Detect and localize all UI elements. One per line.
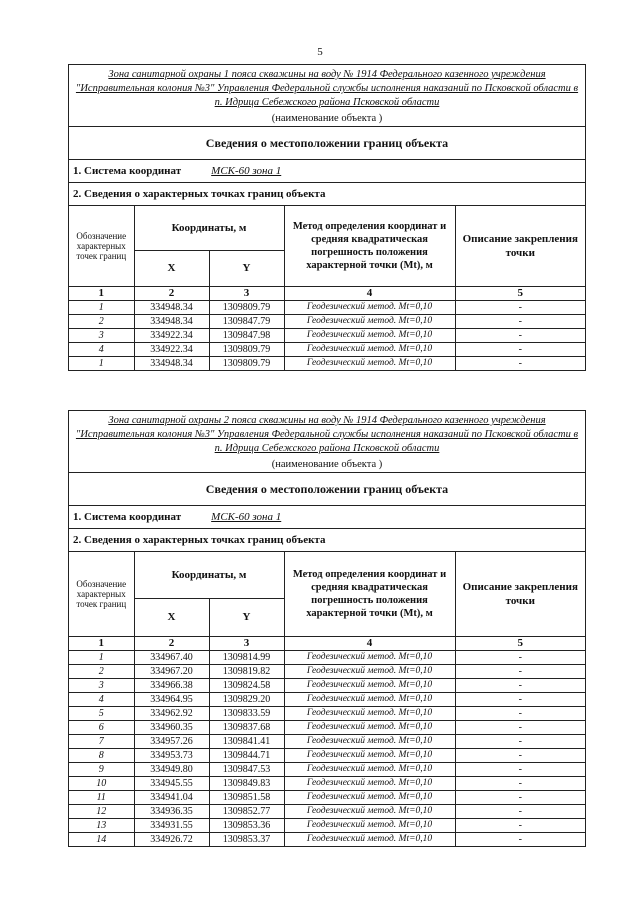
- desc-cell: -: [455, 314, 585, 328]
- method-cell: Геодезический метод. Mt=0,10: [284, 678, 455, 692]
- table-row: [69, 650, 585, 664]
- method-cell: Геодезический метод. Mt=0,10: [284, 734, 455, 748]
- point-id-cell: 12: [69, 804, 134, 818]
- table-row: [69, 356, 585, 370]
- table-row: [69, 300, 585, 314]
- x-cell: 334948.34: [134, 300, 209, 314]
- desc-cell: -: [455, 342, 585, 356]
- desc-cell: -: [455, 706, 585, 720]
- desc-cell: -: [455, 300, 585, 314]
- point-id-cell: 1: [69, 300, 134, 314]
- desc-cell: -: [455, 356, 585, 370]
- table-row: [69, 790, 585, 804]
- desc-cell: -: [455, 804, 585, 818]
- header-coords: Координаты, м: [134, 206, 284, 250]
- x-cell: 334931.55: [134, 818, 209, 832]
- y-cell: 1309852.77: [209, 804, 284, 818]
- object-name-cell: [69, 411, 585, 473]
- object-name: Зона санитарной охраны 1 пояса скважины на воду № 1914 Федерального казенного учреждения "Исправительная колония №3" Управления Федеральной службы исполнения наказаний по Псковской области в п. Идрица Себежского района Псковской области: [75, 69, 579, 108]
- header-x: X: [134, 250, 209, 286]
- point-id-cell: 4: [69, 342, 134, 356]
- x-cell: 334967.40: [134, 650, 209, 664]
- table-row: [69, 734, 585, 748]
- desc-cell: -: [455, 678, 585, 692]
- point-id-cell: 3: [69, 328, 134, 342]
- table-row: [69, 832, 585, 846]
- point-id-cell: 11: [69, 790, 134, 804]
- section-heading: Сведения о местоположении границ объекта: [69, 473, 585, 506]
- point-id-cell: 9: [69, 762, 134, 776]
- col-num: 3: [209, 636, 284, 650]
- coord-system-row: [69, 160, 585, 183]
- y-cell: 1309829.20: [209, 692, 284, 706]
- desc-cell: -: [455, 776, 585, 790]
- table-row: [69, 342, 585, 356]
- point-id-cell: 1: [69, 356, 134, 370]
- method-cell: Геодезический метод. Mt=0,10: [284, 650, 455, 664]
- header-y: Y: [209, 598, 284, 636]
- table-row: [69, 678, 585, 692]
- x-cell: 334966.38: [134, 678, 209, 692]
- point-id-cell: 4: [69, 692, 134, 706]
- method-cell: Геодезический метод. Mt=0,10: [284, 706, 455, 720]
- header-method: Метод определения координат и средняя квадратическая погрешность положения характерной точки (Mt), м: [284, 206, 455, 286]
- desc-cell: -: [455, 734, 585, 748]
- x-cell: 334962.92: [134, 706, 209, 720]
- y-cell: 1309833.59: [209, 706, 284, 720]
- method-cell: Геодезический метод. Mt=0,10: [284, 832, 455, 846]
- desc-cell: -: [455, 818, 585, 832]
- method-cell: Геодезический метод. Mt=0,10: [284, 692, 455, 706]
- col-num: 4: [284, 636, 455, 650]
- header-desc: Описание закрепления точки: [455, 206, 585, 286]
- x-cell: 334953.73: [134, 748, 209, 762]
- table-row: [69, 748, 585, 762]
- coord-system-value: МСК-60 зона 1: [211, 511, 282, 523]
- point-id-cell: 14: [69, 832, 134, 846]
- y-cell: 1309851.58: [209, 790, 284, 804]
- header-x: X: [134, 598, 209, 636]
- col-num: 5: [455, 636, 585, 650]
- desc-cell: -: [455, 328, 585, 342]
- method-cell: Геодезический метод. Mt=0,10: [284, 748, 455, 762]
- header-coords: Координаты, м: [134, 552, 284, 598]
- x-cell: 334964.95: [134, 692, 209, 706]
- desc-cell: -: [455, 720, 585, 734]
- object-caption: (наименование объекта ): [271, 459, 383, 470]
- desc-cell: -: [455, 832, 585, 846]
- x-cell: 334948.34: [134, 356, 209, 370]
- method-cell: Геодезический метод. Mt=0,10: [284, 356, 455, 370]
- y-cell: 1309853.36: [209, 818, 284, 832]
- col-num: 5: [455, 286, 585, 300]
- desc-cell: -: [455, 762, 585, 776]
- method-cell: Геодезический метод. Mt=0,10: [284, 300, 455, 314]
- method-cell: Геодезический метод. Mt=0,10: [284, 776, 455, 790]
- y-cell: 1309824.58: [209, 678, 284, 692]
- object-block-2: [68, 410, 586, 847]
- points-table: [69, 206, 585, 370]
- x-cell: 334957.26: [134, 734, 209, 748]
- method-cell: Геодезический метод. Mt=0,10: [284, 342, 455, 356]
- header-desc: Описание закрепления точки: [455, 552, 585, 636]
- coord-system-label: 1. Система координат: [73, 165, 182, 177]
- y-cell: 1309847.53: [209, 762, 284, 776]
- point-id-cell: 8: [69, 748, 134, 762]
- coord-system-label: 1. Система координат: [73, 511, 182, 523]
- x-cell: 334945.55: [134, 776, 209, 790]
- y-cell: 1309847.98: [209, 328, 284, 342]
- table-row: [69, 328, 585, 342]
- header-point: Обозначение характерных точек границ: [69, 206, 134, 286]
- col-num: 4: [284, 286, 455, 300]
- x-cell: 334960.35: [134, 720, 209, 734]
- method-cell: Геодезический метод. Mt=0,10: [284, 762, 455, 776]
- method-cell: Геодезический метод. Mt=0,10: [284, 328, 455, 342]
- table-row: [69, 314, 585, 328]
- table-row: [69, 664, 585, 678]
- points-section-label: 2. Сведения о характерных точках границ объекта: [69, 183, 585, 206]
- y-cell: 1309841.41: [209, 734, 284, 748]
- method-cell: Геодезический метод. Mt=0,10: [284, 664, 455, 678]
- x-cell: 334936.35: [134, 804, 209, 818]
- point-id-cell: 6: [69, 720, 134, 734]
- y-cell: 1309847.79: [209, 314, 284, 328]
- point-id-cell: 7: [69, 734, 134, 748]
- desc-cell: -: [455, 790, 585, 804]
- y-cell: 1309814.99: [209, 650, 284, 664]
- table-row: [69, 720, 585, 734]
- section-heading: Сведения о местоположении границ объекта: [69, 127, 585, 160]
- table-row: [69, 706, 585, 720]
- object-block-1: [68, 64, 586, 371]
- col-num: 2: [134, 636, 209, 650]
- col-num: 2: [134, 286, 209, 300]
- page-number: 5: [317, 46, 323, 58]
- object-name-cell: [69, 65, 585, 127]
- y-cell: 1309849.83: [209, 776, 284, 790]
- x-cell: 334922.34: [134, 328, 209, 342]
- y-cell: 1309844.71: [209, 748, 284, 762]
- y-cell: 1309809.79: [209, 342, 284, 356]
- point-id-cell: 1: [69, 650, 134, 664]
- method-cell: Геодезический метод. Mt=0,10: [284, 790, 455, 804]
- col-num: 1: [69, 286, 134, 300]
- y-cell: 1309819.82: [209, 664, 284, 678]
- table-row: [69, 818, 585, 832]
- col-num: 1: [69, 636, 134, 650]
- method-cell: Геодезический метод. Mt=0,10: [284, 314, 455, 328]
- method-cell: Геодезический метод. Mt=0,10: [284, 804, 455, 818]
- coord-system-value: МСК-60 зона 1: [211, 165, 282, 177]
- desc-cell: -: [455, 748, 585, 762]
- point-id-cell: 10: [69, 776, 134, 790]
- y-cell: 1309809.79: [209, 356, 284, 370]
- method-cell: Геодезический метод. Mt=0,10: [284, 720, 455, 734]
- header-method: Метод определения координат и средняя квадратическая погрешность положения характерной точки (Mt), м: [284, 552, 455, 636]
- point-id-cell: 3: [69, 678, 134, 692]
- point-id-cell: 2: [69, 314, 134, 328]
- header-y: Y: [209, 250, 284, 286]
- y-cell: 1309853.37: [209, 832, 284, 846]
- header-point: Обозначение характерных точек границ: [69, 552, 134, 636]
- point-id-cell: 13: [69, 818, 134, 832]
- points-section-label: 2. Сведения о характерных точках границ объекта: [69, 529, 585, 552]
- y-cell: 1309809.79: [209, 300, 284, 314]
- table-row: [69, 776, 585, 790]
- points-table: [69, 552, 585, 846]
- desc-cell: -: [455, 692, 585, 706]
- table-row: [69, 804, 585, 818]
- desc-cell: -: [455, 664, 585, 678]
- table-row: [69, 762, 585, 776]
- method-cell: Геодезический метод. Mt=0,10: [284, 818, 455, 832]
- desc-cell: -: [455, 650, 585, 664]
- x-cell: 334941.04: [134, 790, 209, 804]
- object-name: Зона санитарной охраны 2 пояса скважины на воду № 1914 Федерального казенного учреждения "Исправительная колония №3" Управления Федеральной службы исполнения наказаний по Псковской области в п. Идрица Себежского района Псковской области: [75, 415, 579, 454]
- point-id-cell: 2: [69, 664, 134, 678]
- y-cell: 1309837.68: [209, 720, 284, 734]
- point-id-cell: 5: [69, 706, 134, 720]
- table-row: [69, 692, 585, 706]
- coord-system-row: [69, 506, 585, 529]
- x-cell: 334922.34: [134, 342, 209, 356]
- col-num: 3: [209, 286, 284, 300]
- x-cell: 334926.72: [134, 832, 209, 846]
- object-caption: (наименование объекта ): [271, 113, 383, 124]
- x-cell: 334949.80: [134, 762, 209, 776]
- x-cell: 334948.34: [134, 314, 209, 328]
- x-cell: 334967.20: [134, 664, 209, 678]
